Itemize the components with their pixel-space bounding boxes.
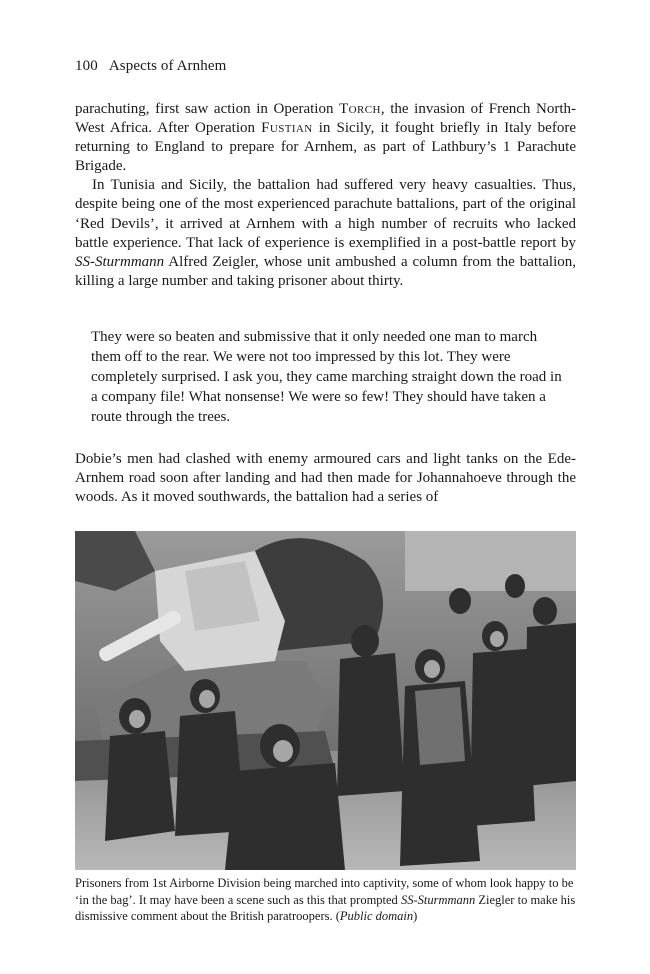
block-quote: They were so beaten and submissive that it only needed one man to march them off to the rear. We were not too impressed by this lot. They were completely surprised. I ask you, they came marching straight down the road in a company file! What nonsense! We were so few! They should have taken a route through the trees. xyxy=(91,329,562,425)
paragraph-2-rank: SS-Sturmmann xyxy=(75,253,165,270)
paragraph-1-text-b: , the invasion of French North-West Africa. After Operation xyxy=(75,101,576,137)
page-number: 100 xyxy=(75,58,98,74)
paragraph-1-text-a: parachuting, first saw action in Operation xyxy=(75,101,340,117)
paragraph-1-text-c: in Sicily, it fought briefly in Italy before returning to England to prepare for Arnhem, as part of Lathbury’s 1 Parachute Brigade. xyxy=(75,120,576,175)
operation-torch: Torch xyxy=(339,101,381,117)
photograph-image xyxy=(75,531,576,870)
paragraph-3: Dobie’s men had clashed with enemy armoured cars and light tanks on the Ede-Arnhem road soon after landing and had then made for Johannahoeve through the woods. As it moved southwards, the battalion had a series of xyxy=(75,451,576,506)
paragraph-2 xyxy=(75,176,576,291)
caption-credit: Public domain xyxy=(339,909,414,923)
paragraph-2-text-b: Alfred Zeigler, whose unit ambushed a column from the battalion, killing a large number and taking prisoner about thirty. xyxy=(75,253,576,289)
caption-text-a: Prisoners from 1st Airborne Division being marched into captivity, some of whom look happy to be ‘in the bag’. It may have been a scene such as this that prompted xyxy=(75,876,574,907)
caption-rank: SS-Sturmmann xyxy=(400,892,476,907)
caption-text-c: ) xyxy=(413,909,418,923)
photo-caption xyxy=(75,875,580,925)
paragraph-2-text-a: In Tunisia and Sicily, the battalion had suffered very heavy casualties. Thus, despite being one of the most experienced parachute battalions, part of the original ‘Red Devils’, it arrived at Arnhem with a high number of recruits who lacked battle experience. That lack of experience is exemplified in a post-battle report by xyxy=(75,177,576,251)
paragraph-1 xyxy=(75,100,576,176)
running-head xyxy=(75,58,226,75)
body-text-top xyxy=(75,100,576,291)
book-title: Aspects of Arnhem xyxy=(108,58,227,74)
body-text-bottom xyxy=(75,450,576,507)
caption-text-b: Ziegler to make his dismissive comment about the British paratroopers. ( xyxy=(75,892,576,923)
operation-fustian: Fustian xyxy=(261,120,313,137)
photograph-prisoners xyxy=(75,531,576,870)
